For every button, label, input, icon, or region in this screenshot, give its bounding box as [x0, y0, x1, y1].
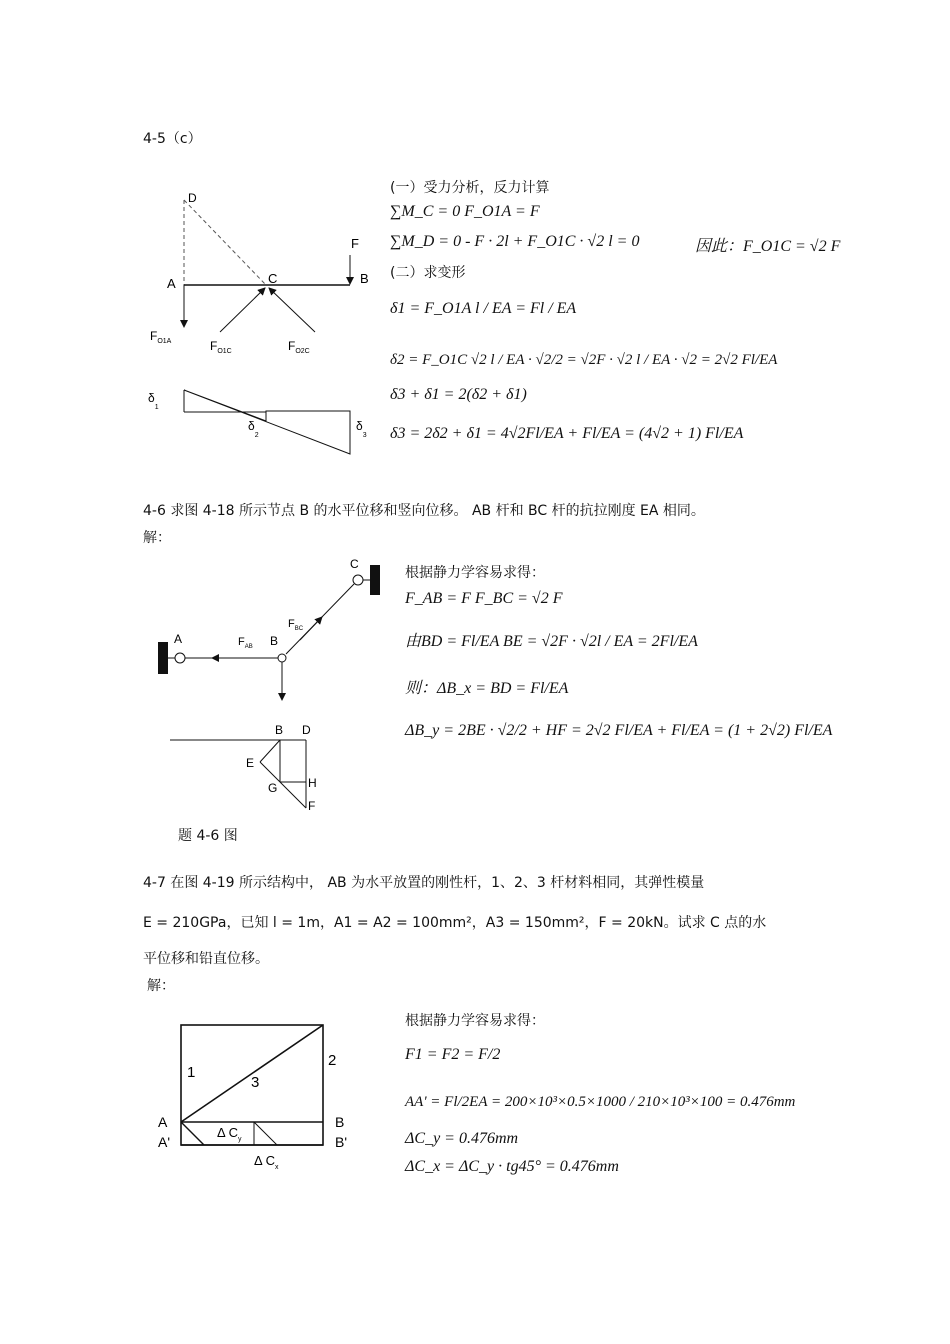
s47-jie: 解：: [147, 978, 175, 994]
label-b2: B: [275, 723, 284, 737]
label-b: B: [270, 634, 279, 648]
label-2: 2: [328, 1052, 337, 1069]
label-b-prime: B': [335, 1134, 348, 1150]
s45-delta1: δ1 = F_O1A l / EA = Fl / EA: [390, 300, 577, 317]
label-delta2: $\delta_2$: [248, 419, 259, 439]
figure-4-6: [150, 550, 390, 820]
question-4-6: 4-6 求图 4-18 所示节点 B 的水平位移和竖向位移。 AB 杆和 BC 杆的抗拉刚度 EA 相同。: [143, 503, 705, 519]
figure-4-6-caption: 题 4-6 图: [178, 828, 238, 844]
s46-jie: 解：: [143, 530, 171, 546]
label-d: D: [302, 723, 311, 737]
s45-delta2: δ2 = F_O1C √2 l / EA · √2/2 = √2F · √2 l / EA · √2 = 2√2 Fl/EA: [390, 352, 778, 368]
label-delta1: $\delta_1$: [148, 391, 159, 411]
s46-l4: 则：ΔB_x = BD = Fl/EA: [405, 680, 569, 697]
label-3: 3: [251, 1074, 260, 1091]
wall-c: [370, 565, 380, 595]
label-b: B: [360, 271, 369, 286]
s45-delta3-relation: δ3 + δ1 = 2(δ2 + δ1): [390, 386, 527, 403]
label-f: F: [308, 799, 316, 813]
label-e: E: [246, 756, 255, 770]
s45-step2: (二）求变形: [390, 265, 466, 281]
label-b: B: [335, 1114, 345, 1130]
label-a: A: [167, 276, 176, 291]
s47-l3: AA' = Fl/2EA = 200×10³×0.5×1000 / 210×10³×100 = 0.476mm: [405, 1094, 796, 1110]
s47-l4: ΔC_y = 0.476mm: [405, 1130, 519, 1147]
s46-l2: F_AB = F F_BC = √2 F: [405, 590, 563, 607]
label-g: G: [268, 781, 278, 795]
s46-l3: 由BD = Fl/EA BE = √2F · √2l / EA = 2Fl/EA: [405, 633, 698, 650]
label-delta3: $\delta_3$: [356, 419, 367, 439]
s47-l1: 根据静力学容易求得：: [405, 1013, 545, 1029]
force-fo1c-arrow: [220, 288, 265, 332]
deformation-diagram: [184, 390, 350, 454]
label-fo1a: $F_{O1A}$: [150, 329, 172, 345]
figure-4-5: [140, 180, 390, 465]
label-fo1c: $F_{O1C}$: [210, 339, 232, 355]
label-a: A: [174, 632, 183, 646]
question-4-7-line2: E = 210GPa，已知 l = 1m，A1 = A2 = 100mm²，A3 = 150mm²，F = 20kN。试求 C 点的水: [143, 915, 767, 931]
wall-a: [158, 642, 168, 674]
s47-l5: ΔC_x = ΔC_y · tg45° = 0.476mm: [405, 1158, 619, 1175]
s45-eq1: ∑M_C = 0 F_O1A = F: [390, 203, 540, 220]
dashed-diagonal: [184, 200, 266, 285]
s46-l5: ΔB_y = 2BE · √2/2 + HF = 2√2 Fl/EA + Fl/EA = (1 + 2√2) Fl/EA: [405, 722, 833, 739]
label-h: H: [308, 776, 317, 790]
label-dcy: Δ $C_y$: [217, 1125, 242, 1143]
label-d: D: [188, 191, 197, 205]
label-a-prime: A': [158, 1134, 171, 1150]
label-f: F: [351, 236, 359, 251]
question-4-7-line1: 4-7 在图 4-19 所示结构中， AB 为水平放置的刚性杆，1、2、3 杆材料相同，其弹性模量: [143, 875, 705, 891]
figure-4-7: [150, 1015, 370, 1190]
s45-eq2b: 因此：F_O1C = √2 F: [695, 238, 841, 255]
heading-4-5: 4-5（c）: [143, 131, 202, 147]
label-a: A: [158, 1114, 168, 1130]
label-c: C: [350, 557, 359, 571]
s45-delta3: δ3 = 2δ2 + δ1 = 4√2Fl/EA + Fl/EA = (4√2 + 1) Fl/EA: [390, 425, 744, 442]
label-fo2c: $F_{O2C}$: [288, 339, 310, 355]
question-4-7-line3: 平位移和铅直位移。: [143, 951, 269, 967]
s45-step1: (一）受力分析，反力计算: [390, 180, 550, 196]
s47-l2: F1 = F2 = F/2: [405, 1046, 501, 1063]
label-c: C: [268, 271, 278, 286]
s45-eq2: ∑M_D = 0 - F · 2l + F_O1C · √2 l = 0: [390, 233, 640, 250]
force-fo2c-arrow: [269, 288, 315, 332]
label-1: 1: [187, 1064, 196, 1081]
label-fab: $F_{AB}$: [238, 636, 253, 650]
s46-l1: 根据静力学容易求得：: [405, 565, 545, 581]
label-dcx: Δ $C_x$: [254, 1153, 279, 1171]
label-fbc: $F_{BC}$: [288, 618, 304, 632]
